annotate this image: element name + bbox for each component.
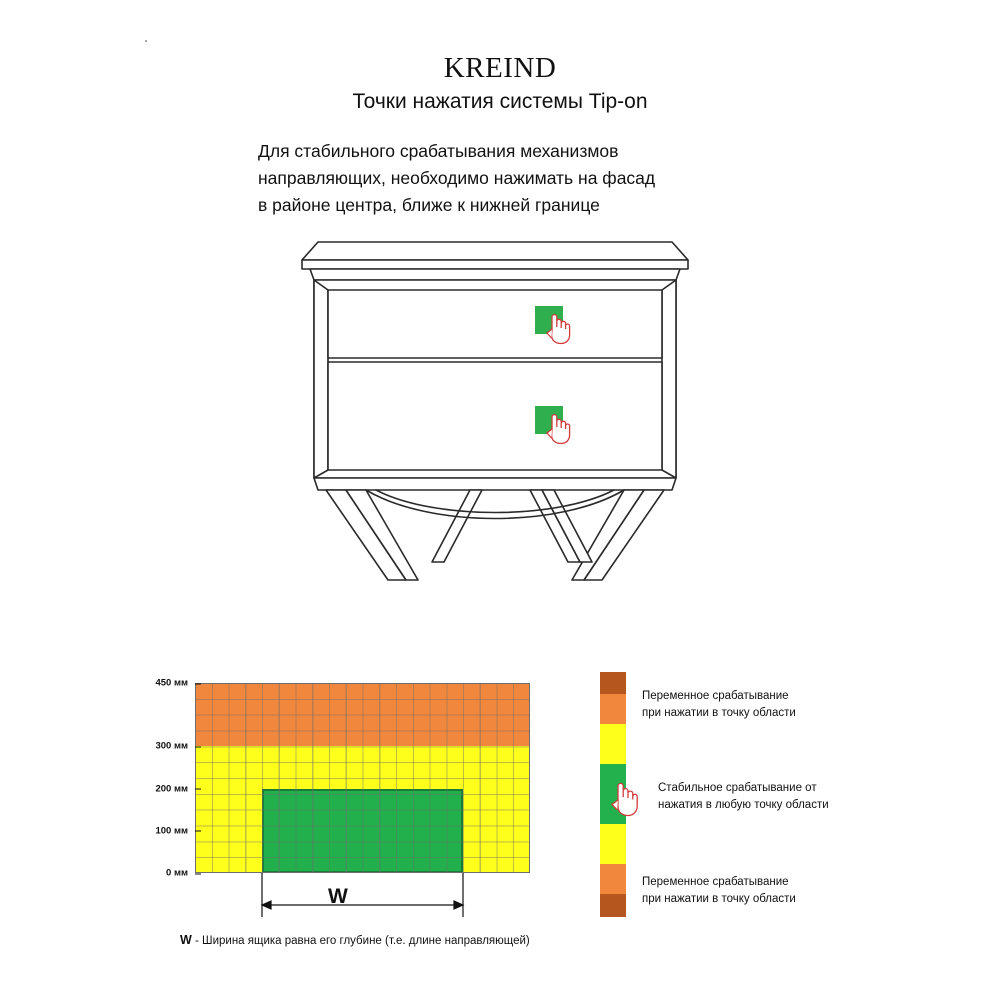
chart-border: [195, 683, 530, 873]
legend-item-variable-bottom: [642, 874, 796, 907]
page-subtitle: Точки нажатия системы Tip-on: [352, 90, 648, 113]
ytick-300: [155, 741, 195, 752]
hand-pointer-icon-upper: [543, 311, 573, 345]
ytick-100-mark: [195, 831, 201, 832]
brand-title: KREIND: [443, 52, 557, 84]
legend-item-stable: [658, 780, 829, 813]
ytick-200-mark: [195, 789, 201, 790]
ytick-100: [155, 825, 195, 836]
legend-item-variable-top-line2: при нажатии в точку области: [642, 706, 796, 719]
hand-pointer-icon-lower: [543, 411, 573, 445]
press-point-upper-drawer[interactable]: [535, 306, 575, 346]
legend-item-variable-bottom-line1: Переменное срабатывание: [642, 876, 789, 888]
ytick-0-label: 0 мм: [166, 867, 188, 879]
intro-line-2: направляющих, необходимо нажимать на фасад: [258, 168, 656, 189]
legend-item-variable-bottom-line2: при нажатии в точку области: [642, 892, 796, 905]
ytick-300-label: 300 мм: [155, 740, 188, 752]
ytick-100-label: 100 мм: [155, 825, 188, 837]
legend-seg-yellow-top: [600, 724, 626, 764]
hand-pointer-icon-legend: [608, 780, 642, 818]
press-point-lower-drawer[interactable]: [535, 406, 575, 446]
press-zone-chart: [130, 665, 550, 955]
intro-line-1: Для стабильного срабатывания механизмов: [258, 141, 619, 161]
legend-item-stable-line1: Стабильное срабатывание от: [658, 782, 817, 794]
legend-seg-variable-dark-top: [600, 672, 626, 694]
legend-item-variable-top-line1: Переменное срабатывание: [642, 690, 789, 702]
width-note-text: - Ширина ящика равна его глубине (т.е. длине направляющей): [195, 935, 530, 947]
ytick-450-mark: [195, 683, 201, 684]
legend: [600, 672, 950, 932]
width-note: [180, 933, 530, 947]
legend-seg-yellow-bottom: [600, 824, 626, 864]
chart-plot-area: [155, 677, 530, 879]
ytick-200-label: 200 мм: [155, 783, 188, 794]
legend-item-stable-line2: нажатия в любую точку области: [658, 798, 829, 811]
intro-paragraph: [258, 138, 778, 219]
ytick-300-mark: [195, 746, 201, 747]
cabinet-illustration: [280, 228, 710, 598]
legend-item-variable-top: [642, 688, 796, 721]
intro-line-3: в районе центра, ближе к нижней границе: [258, 195, 600, 216]
width-label: W: [328, 885, 348, 908]
ytick-0: [166, 868, 195, 879]
ytick-200: [155, 783, 195, 794]
legend-seg-variable-top: [600, 694, 626, 724]
stray-dot: [145, 40, 147, 42]
ytick-450: [155, 678, 195, 689]
width-note-symbol: W: [180, 933, 192, 947]
ytick-450-label: 450 мм: [155, 677, 188, 689]
legend-seg-variable-dark-bottom: [600, 894, 626, 917]
legend-seg-variable-bottom: [600, 864, 626, 894]
width-dimension: [195, 873, 535, 929]
